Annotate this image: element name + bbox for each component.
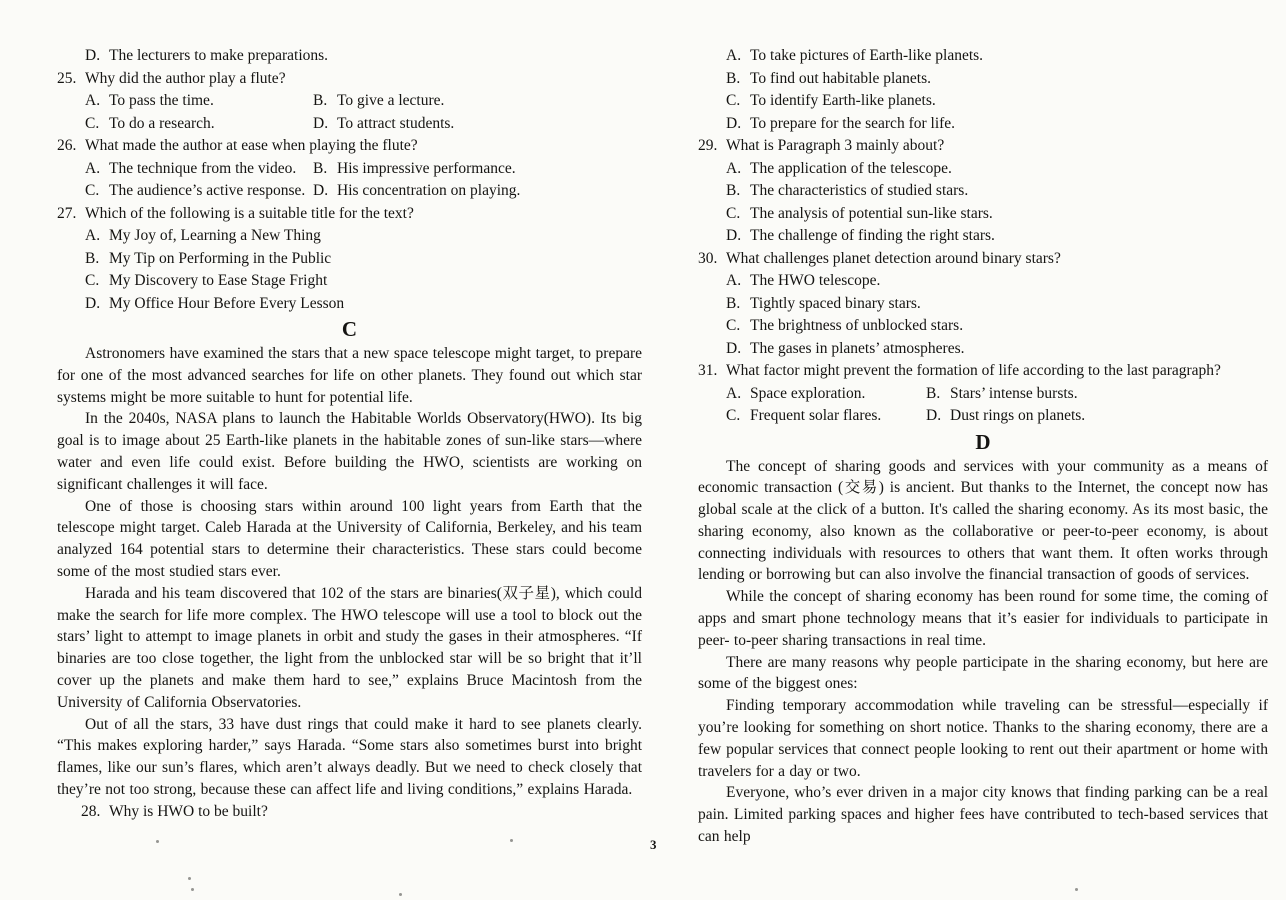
option-letter: D. <box>85 294 101 312</box>
question-28-options <box>698 45 1268 135</box>
section-c-header: C <box>341 317 358 341</box>
passage-d-paragraph-3: There are many reasons why people participate in the sharing economy, but here are some of the biggest ones: <box>698 653 1268 693</box>
option-letter: C. <box>726 407 741 424</box>
option-d <box>926 405 1268 428</box>
option-letter: D. <box>726 227 742 244</box>
option-text: Space exploration. <box>750 384 866 402</box>
passage-d-paragraph-5: Everyone, who’s ever driven in a major city knows that finding parking can be a real pain. Limited parking spaces and higher fees have contributed to tech-based services that can help <box>698 784 1268 846</box>
question-number: 29. <box>698 137 718 154</box>
option-text: My Office Hour Before Every Lesson <box>109 294 345 312</box>
option-text: Frequent solar flares. <box>750 407 882 424</box>
passage-d-paragraph-2: While the concept of sharing economy has been round for some time, the coming of apps and smart phone technology means that it’s easier for individuals to participate in peer- to-peer sharing transactions in real time. <box>698 588 1268 649</box>
option-text: The brightness of unblocked stars. <box>750 317 964 334</box>
option-text: Dust rings on planets. <box>950 407 1086 424</box>
option-b <box>313 158 642 181</box>
option-text: To take pictures of Earth-like planets. <box>750 47 984 64</box>
option-b <box>926 383 1268 406</box>
option-text: To attract students. <box>337 114 455 132</box>
option-a <box>85 158 313 181</box>
question-31 <box>698 360 1268 383</box>
option-a <box>726 158 1268 181</box>
scan-speck <box>399 893 402 896</box>
question-text: What made the author at ease when playing the flute? <box>85 137 418 154</box>
option-text: The gases in planets’ atmospheres. <box>750 339 965 357</box>
option-letter: C. <box>85 114 100 132</box>
option-letter: D. <box>313 114 329 132</box>
question-text: Why did the author play a flute? <box>85 69 286 87</box>
option-d <box>313 113 642 136</box>
option-letter: C. <box>85 182 100 199</box>
question-text: What challenges planet detection around binary stars? <box>726 249 1061 267</box>
passage-c-paragraph-2: In the 2040s, NASA plans to launch the Habitable Worlds Observatory(HWO). Its big goal is to image about 25 Earth-like planets in the habitable zones of sun-like stars—where water and even life could exist. Before building the HWO, scientists are working on significant challenges it will face. <box>57 410 642 493</box>
option-letter: B. <box>85 249 100 267</box>
option-letter: B. <box>726 182 741 199</box>
question-27-options <box>57 225 642 315</box>
option-letter: B. <box>726 294 741 312</box>
option-d <box>85 293 642 316</box>
option-text: My Discovery to Ease Stage Fright <box>109 272 328 289</box>
right-column <box>698 45 1268 848</box>
option-text: To pass the time. <box>109 92 214 109</box>
scan-speck <box>156 840 159 843</box>
option-a <box>726 45 1268 68</box>
option-letter: B. <box>313 92 328 109</box>
option-text: The HWO telescope. <box>750 272 881 289</box>
option-text: The lecturers to make preparations. <box>109 47 329 64</box>
option-letter: D. <box>726 114 742 132</box>
option-letter: C. <box>726 204 741 222</box>
question-25-options <box>57 90 642 135</box>
scan-speck <box>1075 888 1078 891</box>
passage-c-paragraph-1: Astronomers have examined the stars that a new space telescope might target, to prepare for one of the most advanced searches for life on other planets. They found out which star systems might be more suitable to hunt for potential life. <box>57 345 642 406</box>
question-text: What is Paragraph 3 mainly about? <box>726 137 945 154</box>
option-text: The challenge of finding the right stars. <box>750 227 995 244</box>
passage-c-paragraph-4: Harada and his team discovered that 102 of the stars are binaries(双子星), which could make the search for life more complex. The HWO telescope will use a tool to block out the stars’ light to attempt to image planets in orbit and study the gases in their atmospheres. “If binaries are too close together, the light from the unblocked star will be so bright that it’ll cover up the planets and make them hard to see,” explains Bruce Macintosh from the University of California Observatories. <box>57 584 642 711</box>
option-b <box>726 68 1268 91</box>
left-column <box>57 45 642 823</box>
option-letter: A. <box>726 384 742 402</box>
option-a <box>85 225 642 248</box>
option-letter: D. <box>726 339 742 357</box>
option-letter: A. <box>726 159 742 177</box>
option-c <box>85 270 642 293</box>
option-letter: B. <box>926 384 941 402</box>
question-number: 31. <box>698 362 718 379</box>
option-text: My Joy of, Learning a New Thing <box>109 227 321 244</box>
option-text: To find out habitable planets. <box>750 69 931 87</box>
option-text: My Tip on Performing in the Public <box>109 249 332 267</box>
option-d <box>726 338 1268 361</box>
option-letter: A. <box>726 47 742 64</box>
option-letter: D. <box>313 182 329 199</box>
option-d <box>313 180 642 203</box>
scan-speck <box>191 888 194 891</box>
option-letter: B. <box>726 69 741 87</box>
question-number: 26. <box>57 137 77 154</box>
option-letter: B. <box>313 159 328 177</box>
option-text: Stars’ intense bursts. <box>950 384 1078 402</box>
option-c <box>726 90 1268 113</box>
question-28 <box>81 801 642 824</box>
question-31-options <box>698 383 1268 428</box>
question-26-options <box>57 158 642 203</box>
option-b <box>85 248 642 271</box>
question-number: 28. <box>81 802 101 820</box>
question-number: 25. <box>57 69 77 87</box>
option-letter: C. <box>85 272 100 289</box>
passage-c-paragraph-5: Out of all the stars, 33 have dust rings that could make it hard to see planets clearly. “This makes exploring harder,” says Harada. “Some stars also sometimes burst into bright flames, like our sun’s flares, which aren’t always deadly. But we need to check closely that they’re not too strong, because these can affect life and living conditions,” explains Harada. <box>57 715 642 798</box>
question-29-options <box>698 158 1268 248</box>
option-a <box>726 383 926 406</box>
question-number: 30. <box>698 249 718 267</box>
option-d <box>726 225 1268 248</box>
passage-d-paragraph-1: The concept of sharing goods and services with your community as a means of economic transaction (交易) is ancient. But thanks to the Internet, the concept now has global scale at the click of a button. It's called the sharing economy. As its most basic, the sharing economy, also known as the collaborative or peer-to-peer economy, is about connecting individuals with resources to others that want them. It often works through lending or borrowing but can also involve the financial transaction of goods of services. <box>698 457 1268 584</box>
scan-speck <box>188 877 191 880</box>
option-text: His impressive performance. <box>337 159 516 177</box>
option-text: Tightly spaced binary stars. <box>750 294 921 312</box>
option-letter: A. <box>85 159 101 177</box>
option-letter: A. <box>85 227 101 244</box>
question-text: What factor might prevent the formation of life according to the last paragraph? <box>726 362 1221 379</box>
option-b <box>726 293 1268 316</box>
question-30-options <box>698 270 1268 360</box>
scan-speck <box>510 839 513 842</box>
page-number: 3 <box>650 837 657 852</box>
option-d <box>726 113 1268 136</box>
orphan-option-row <box>57 45 642 68</box>
option-letter: D. <box>926 407 942 424</box>
option-d <box>85 45 642 68</box>
question-30 <box>698 248 1268 271</box>
question-number: 27. <box>57 204 77 222</box>
option-c <box>726 315 1268 338</box>
option-a <box>85 90 313 113</box>
option-b <box>726 180 1268 203</box>
passage-c-paragraph-3: One of those is choosing stars within around 100 light years from Earth that the telescope might target. Caleb Harada at the University of California, Berkeley, and his team analyzed 164 potential stars to determine their characteristics. These stars could become some of the most studied stars ever. <box>57 497 642 580</box>
option-text: The application of the telescope. <box>750 159 952 177</box>
option-a <box>726 270 1268 293</box>
option-text: The characteristics of studied stars. <box>750 182 969 199</box>
option-text: The technique from the video. <box>109 159 297 177</box>
option-c <box>85 180 313 203</box>
option-c <box>85 113 313 136</box>
question-25 <box>57 68 642 91</box>
option-text: The audience’s active response. <box>109 182 306 199</box>
option-b <box>313 90 642 113</box>
option-c <box>726 405 926 428</box>
option-text: To identify Earth-like planets. <box>750 92 936 109</box>
option-text: To do a research. <box>109 114 215 132</box>
question-text: Why is HWO to be built? <box>109 802 268 820</box>
option-letter: D. <box>85 47 101 64</box>
section-d-header: D <box>975 429 991 454</box>
option-letter: A. <box>85 92 101 109</box>
option-letter: C. <box>726 317 741 334</box>
option-letter: C. <box>726 92 741 109</box>
question-text: Which of the following is a suitable title for the text? <box>85 204 414 222</box>
option-text: To give a lecture. <box>337 92 445 109</box>
passage-d-paragraph-4: Finding temporary accommodation while traveling can be stressful—especially if you’re looking for something on short notice. Thanks to the sharing economy, there are a few popular services that connect people looking to rent out their apartment or home with travelers for a day or two. <box>698 697 1268 780</box>
question-27 <box>57 203 642 226</box>
option-letter: A. <box>726 272 742 289</box>
question-29 <box>698 135 1268 158</box>
option-c <box>726 203 1268 226</box>
option-text: The analysis of potential sun-like stars. <box>750 204 993 222</box>
option-text: His concentration on playing. <box>337 182 521 199</box>
option-text: To prepare for the search for life. <box>750 114 956 132</box>
question-26 <box>57 135 642 158</box>
